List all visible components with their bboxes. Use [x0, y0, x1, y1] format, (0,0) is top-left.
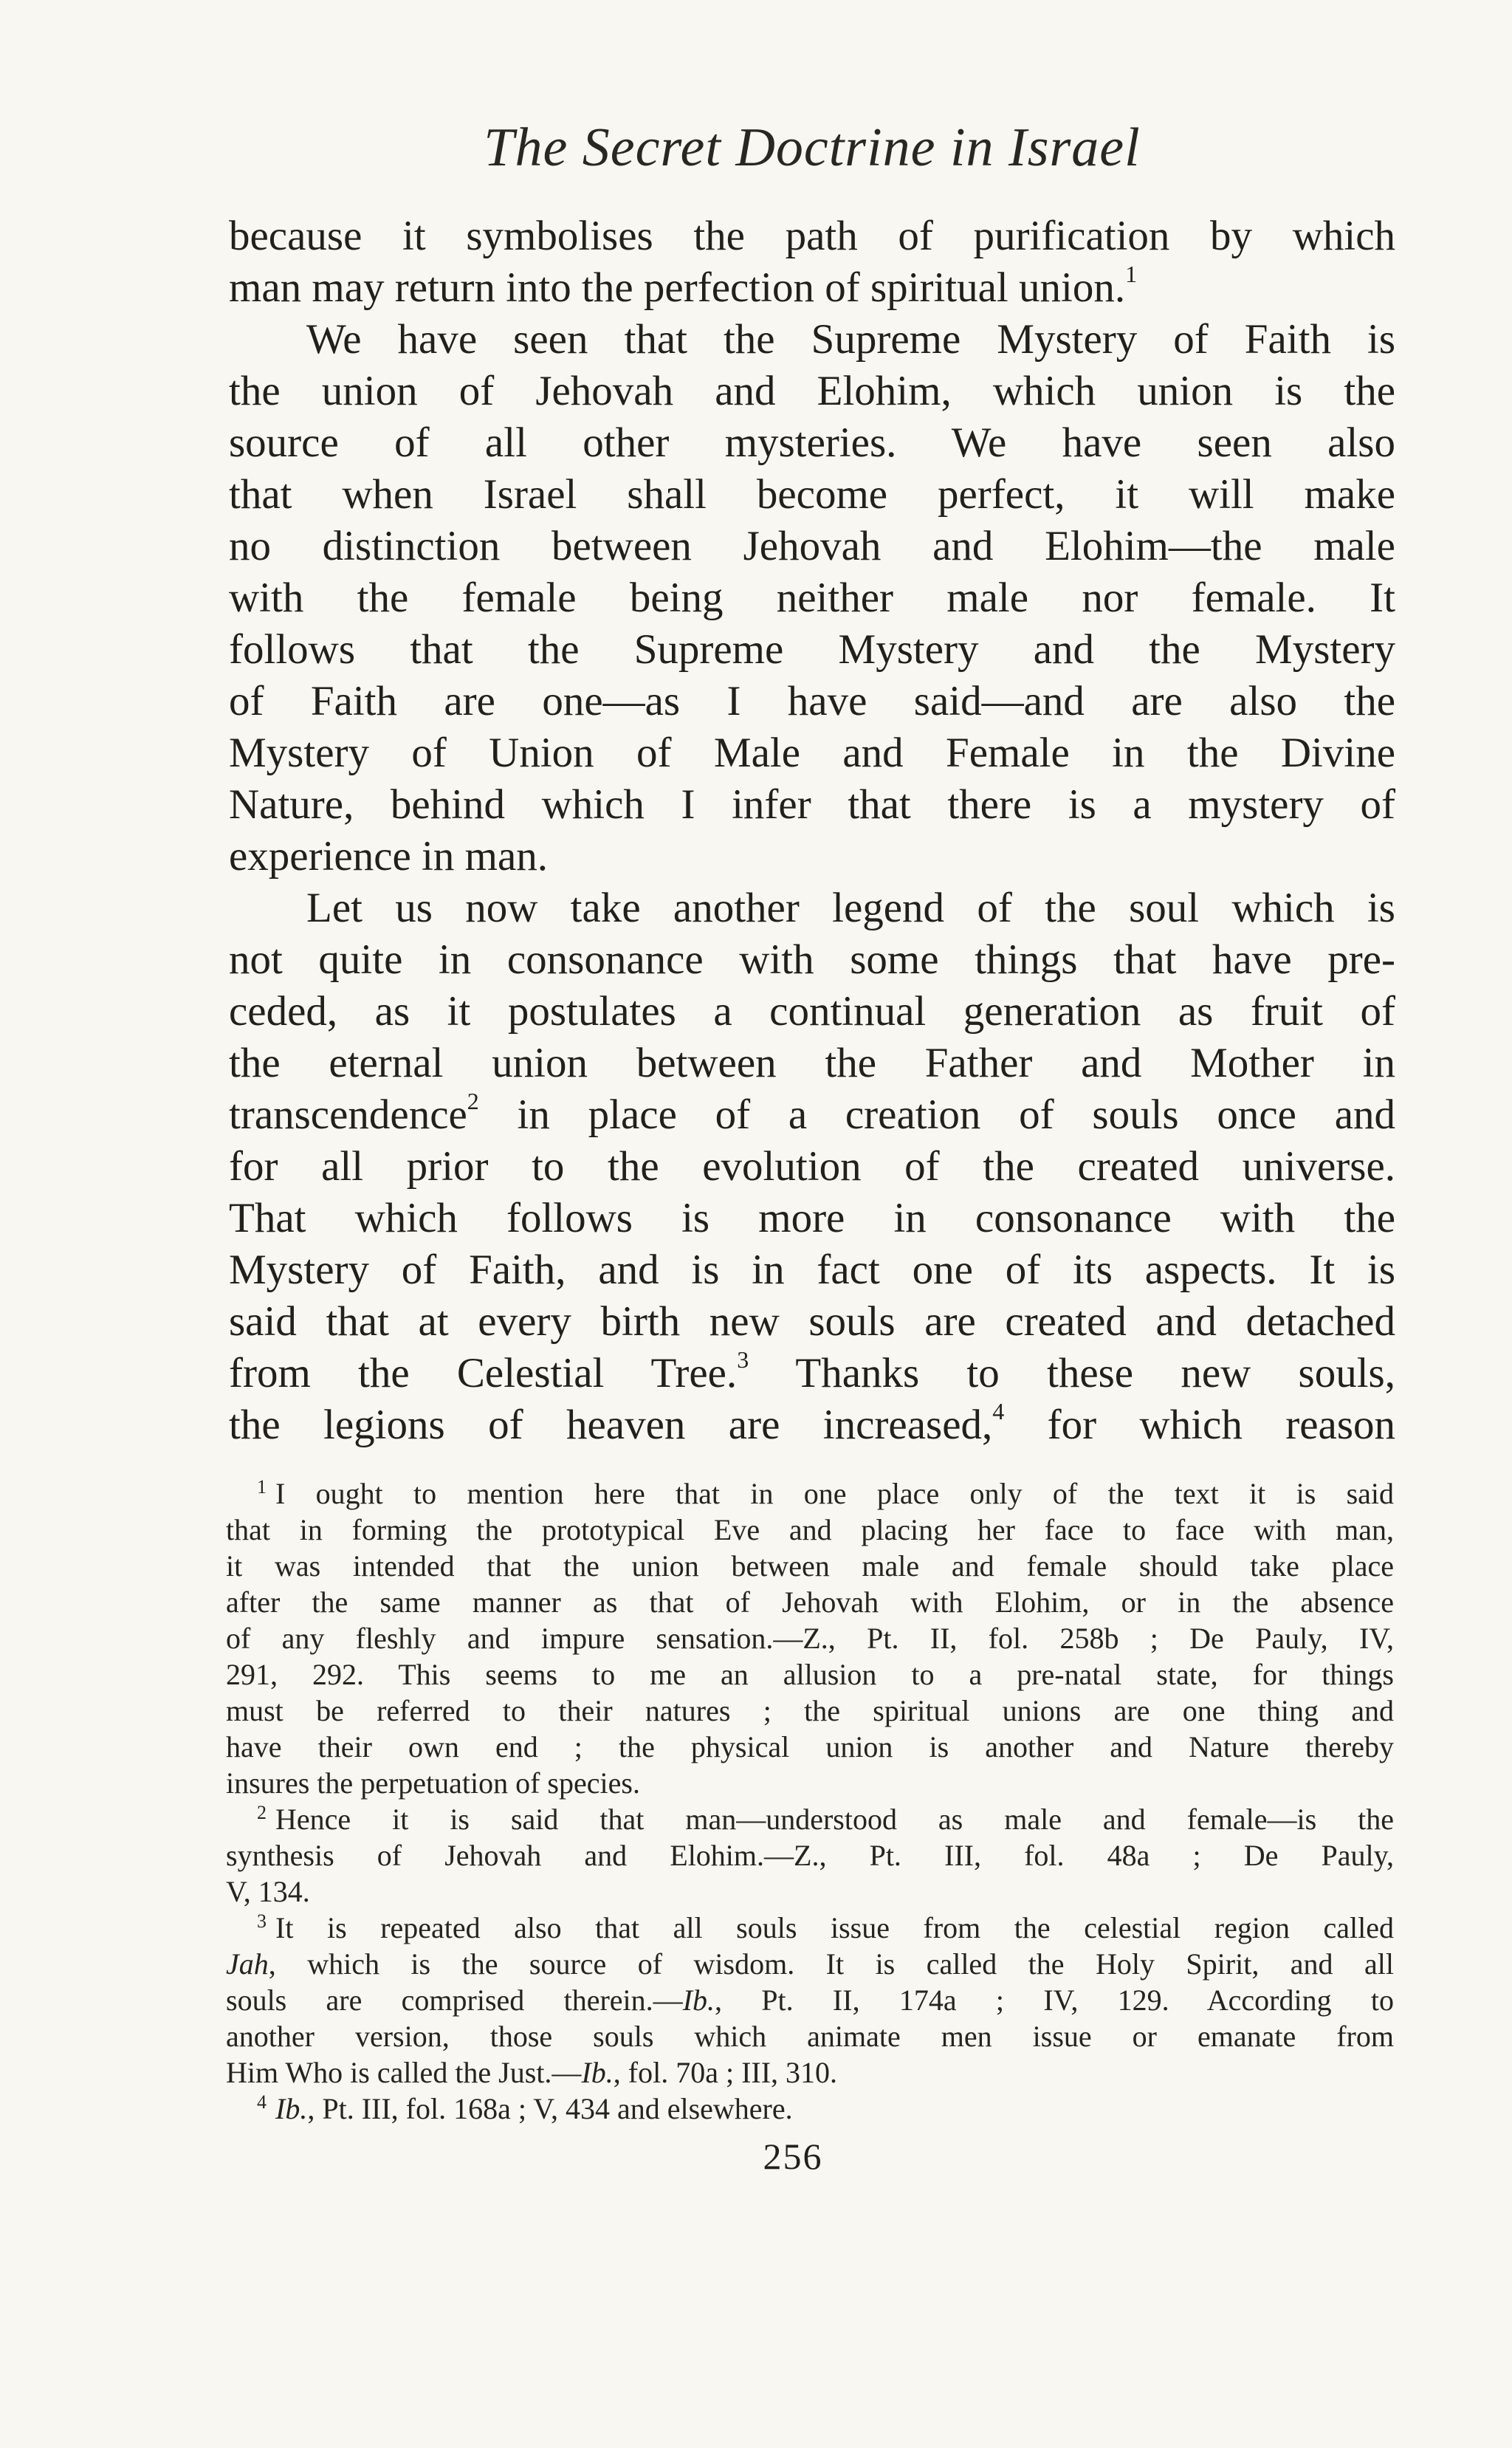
body-text: [229, 210, 1395, 1451]
footnote-line: synthesis of Jehovah and Elohim.—Z., Pt. III, fol. 48a ; De Pauly,: [226, 1839, 1394, 1872]
footnote-number: 4: [257, 2091, 267, 2113]
body-line: with the female being neither male nor female. It: [229, 575, 1395, 621]
body-line: That which follows is more in consonance with the: [229, 1195, 1395, 1241]
body-line-text: the legions of heaven are increased,: [229, 1402, 993, 1448]
body-line: We have seen that the Supreme Mystery of Faith is: [306, 316, 1395, 363]
footnote-text: souls are comprised therein.—: [226, 1984, 683, 2017]
footnote-line: [226, 1946, 1394, 1982]
body-line-text: for which reason: [1047, 1402, 1396, 1448]
body-line: experience in man.: [229, 833, 549, 880]
page-number: 256: [763, 2136, 823, 2177]
body-line: not quite in consonance with some things that have pre-: [229, 936, 1395, 983]
footnote-text: , which is the source of wisdom. It is called the Holy Spirit, and all: [268, 1947, 1394, 1981]
footnote-italic: Ib.: [682, 1984, 715, 2017]
body-line: said that at every birth new souls are created and detached: [229, 1298, 1395, 1345]
footnote-text: , Pt. III, fol. 168a ; V, 434 and elsewhere.: [307, 2092, 793, 2125]
footnote-line: [226, 1910, 1394, 1946]
footnote-text: Hence it is said that man—understood as male and female—is the: [275, 1803, 1394, 1836]
body-line: ceded, as it postulates a continual generation as fruit of: [229, 988, 1395, 1035]
body-line: [229, 1089, 1395, 1141]
body-line: Let us now take another legend of the soul which is: [306, 885, 1395, 931]
footnote-text: , fol. 70a ; III, 310.: [613, 2056, 838, 2089]
footnote-line: [226, 2091, 1394, 2127]
running-head: The Secret Doctrine in Israel: [484, 117, 1141, 178]
body-line: Nature, behind which I infer that there is a mystery of: [229, 781, 1395, 828]
body-line: [229, 262, 1395, 314]
footnote-number: 1: [257, 1476, 267, 1498]
body-line: of Faith are one—as I have said—and are also the: [229, 678, 1395, 724]
body-line: because it symbolises the path of purification by which: [229, 213, 1395, 259]
body-line: for all prior to the evolution of the created universe.: [229, 1143, 1395, 1190]
footnote-line: [226, 1982, 1394, 2018]
footnote-text: I ought to mention here that in one place only of the text it is said: [275, 1477, 1394, 1510]
note-ref: 2: [467, 1088, 479, 1114]
footnote-text: It is repeated also that all souls issue from the celestial region called: [275, 1911, 1394, 1944]
footnote-line: [226, 2054, 1394, 2091]
footnote-number: 2: [257, 1802, 267, 1823]
body-line: [229, 1399, 1395, 1451]
body-line-text: man may return into the perfection of spiritual union.: [229, 264, 1126, 311]
body-line: the eternal union between the Father and Mother in: [229, 1040, 1395, 1086]
note-ref: 1: [1125, 261, 1138, 287]
footnote-line: it was intended that the union between male and female should take place: [226, 1549, 1394, 1583]
footnote-text: , Pt. II, 174a ; IV, 129. According to: [714, 1984, 1394, 2017]
body-line: [229, 1348, 1395, 1399]
note-ref: 3: [737, 1346, 749, 1373]
footnote-line: of any fleshly and impure sensation.—Z., Pt. II, fol. 258b ; De Pauly, IV,: [226, 1622, 1394, 1655]
footnote-italic: Ib.: [581, 2056, 614, 2089]
body-line-text: in place of a creation of souls once and: [517, 1091, 1396, 1138]
body-line: source of all other mysteries. We have seen also: [229, 419, 1395, 466]
footnote-line: another version, those souls which animate men issue or emanate from: [226, 2020, 1394, 2053]
footnote-line: [226, 1475, 1394, 1512]
footnote-line: have their own end ; the physical union is another and Nature thereby: [226, 1730, 1394, 1763]
body-line: Mystery of Union of Male and Female in the Divine: [229, 730, 1395, 776]
footnote-line: 291, 292. This seems to me an allusion to a pre-natal state, for things: [226, 1658, 1394, 1691]
footnote-line: insures the perpetuation of species.: [226, 1766, 640, 1800]
body-line-text: transcendence: [229, 1091, 467, 1138]
footnote-text: Him Who is called the Just.—: [226, 2056, 582, 2089]
footnote-italic: Ib.: [275, 2092, 308, 2125]
footnote-line: after the same manner as that of Jehovah with Elohim, or in the absence: [226, 1585, 1394, 1619]
body-line: Mystery of Faith, and is in fact one of its aspects. It is: [229, 1247, 1395, 1293]
footnote-line: must be referred to their natures ; the spiritual unions are one thing and: [226, 1694, 1394, 1727]
footnote-line: that in forming the prototypical Eve and placing her face to face with man,: [226, 1513, 1394, 1546]
body-line: the union of Jehovah and Elohim, which union is the: [229, 368, 1395, 414]
body-line: no distinction between Jehovah and Elohim—the male: [229, 523, 1395, 569]
footnote-number: 3: [257, 1910, 267, 1932]
body-line-text: Thanks to these new souls,: [795, 1350, 1395, 1396]
note-ref: 4: [992, 1398, 1005, 1424]
body-line: that when Israel shall become perfect, it will make: [229, 471, 1395, 518]
footnotes: [226, 1475, 1394, 2127]
footnote-line: [226, 1801, 1394, 1837]
body-line: follows that the Supreme Mystery and the Mystery: [229, 626, 1395, 673]
body-line-text: from the Celestial Tree.: [229, 1350, 738, 1396]
footnote-line: V, 134.: [226, 1875, 310, 1908]
footnote-italic: Jah: [226, 1947, 269, 1981]
